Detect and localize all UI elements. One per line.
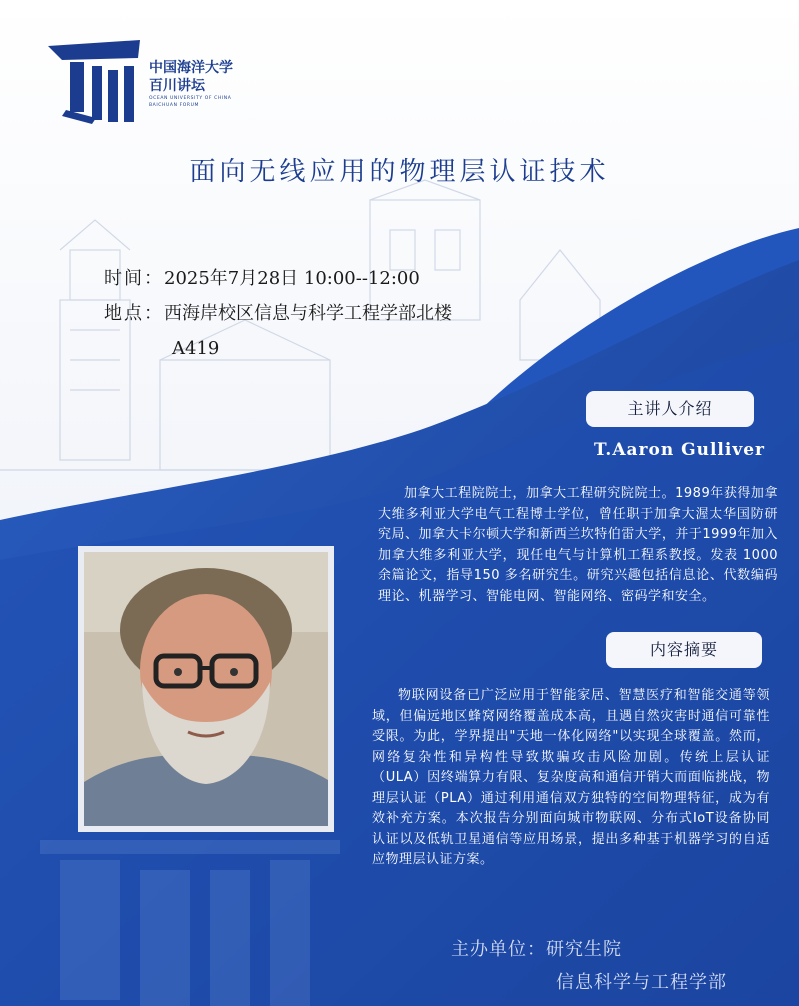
- event-location: [104, 301, 452, 327]
- speaker-section-title: 主讲人介绍: [586, 391, 754, 427]
- time-label: 时间：: [104, 268, 164, 289]
- logo-name-en: OCEAN UNIVERSITY OF CHINA: [149, 96, 232, 101]
- time-value: 2025年7月28日 10:00--12:00: [164, 268, 420, 289]
- event-time: [104, 266, 420, 292]
- organizer-line-1: 主办单位：研究生院: [451, 939, 622, 960]
- abstract-section-title: 内容摘要: [606, 632, 762, 668]
- poster-title: 面向无线应用的物理层认证技术: [189, 157, 610, 187]
- speaker-photo: [84, 552, 328, 826]
- logo-forum-en: BAICHUAN FORUM: [149, 103, 200, 108]
- location-value: 西海岸校区信息与科学工程学部北楼: [164, 303, 452, 324]
- organizer-line-2: 信息科学与工程学部: [556, 972, 727, 993]
- abstract-text: 物联网设备已广泛应用于智能家居、智慧医疗和智能交通等领域，但偏远地区蜂窝网络覆盖成本高，且遇自然灾害时通信可靠性受限。为此，学界提出"天地一体化网络"以实现全球覆盖。然而，网络复杂性和异构性导致欺骗攻击风险加剧。传统上层认证（ULA）因终端算力有限、复杂度高和通信开销大而面临挑战，物理层认证（PLA）通过利用通信双方独特的空间物理特征，成为有效补充方案。本次报告分别面向城市物联网、分布式IoT设备协同认证以及低轨卫星通信等应用场景，提出多种基于机器学习的自适应物理层认证方案。: [372, 688, 770, 867]
- speaker-bio: 加拿大工程院院士，加拿大工程研究院院士。1989年获得加拿大维多利亚大学电气工程博士学位，曾任职于加拿大渥太华国防研究局、加拿大卡尔顿大学和新西兰坎特伯雷大学，并于1999年加入加拿大维多利亚大学，现任电气与计算机工程系教授。发表 1000余篇论文，指导150 多名研究生。研究兴趣包括信息论、代数编码理论、机器学习、智能电网、智能网络、密码学和安全。: [378, 486, 778, 604]
- event-room: A419: [172, 338, 220, 359]
- speaker-name: T.Aaron Gulliver: [593, 440, 765, 460]
- logo-forum-name: 百川讲坛: [149, 78, 205, 94]
- logo-name-cn: 中国海洋大学: [149, 60, 233, 76]
- location-label: 地点：: [104, 303, 164, 324]
